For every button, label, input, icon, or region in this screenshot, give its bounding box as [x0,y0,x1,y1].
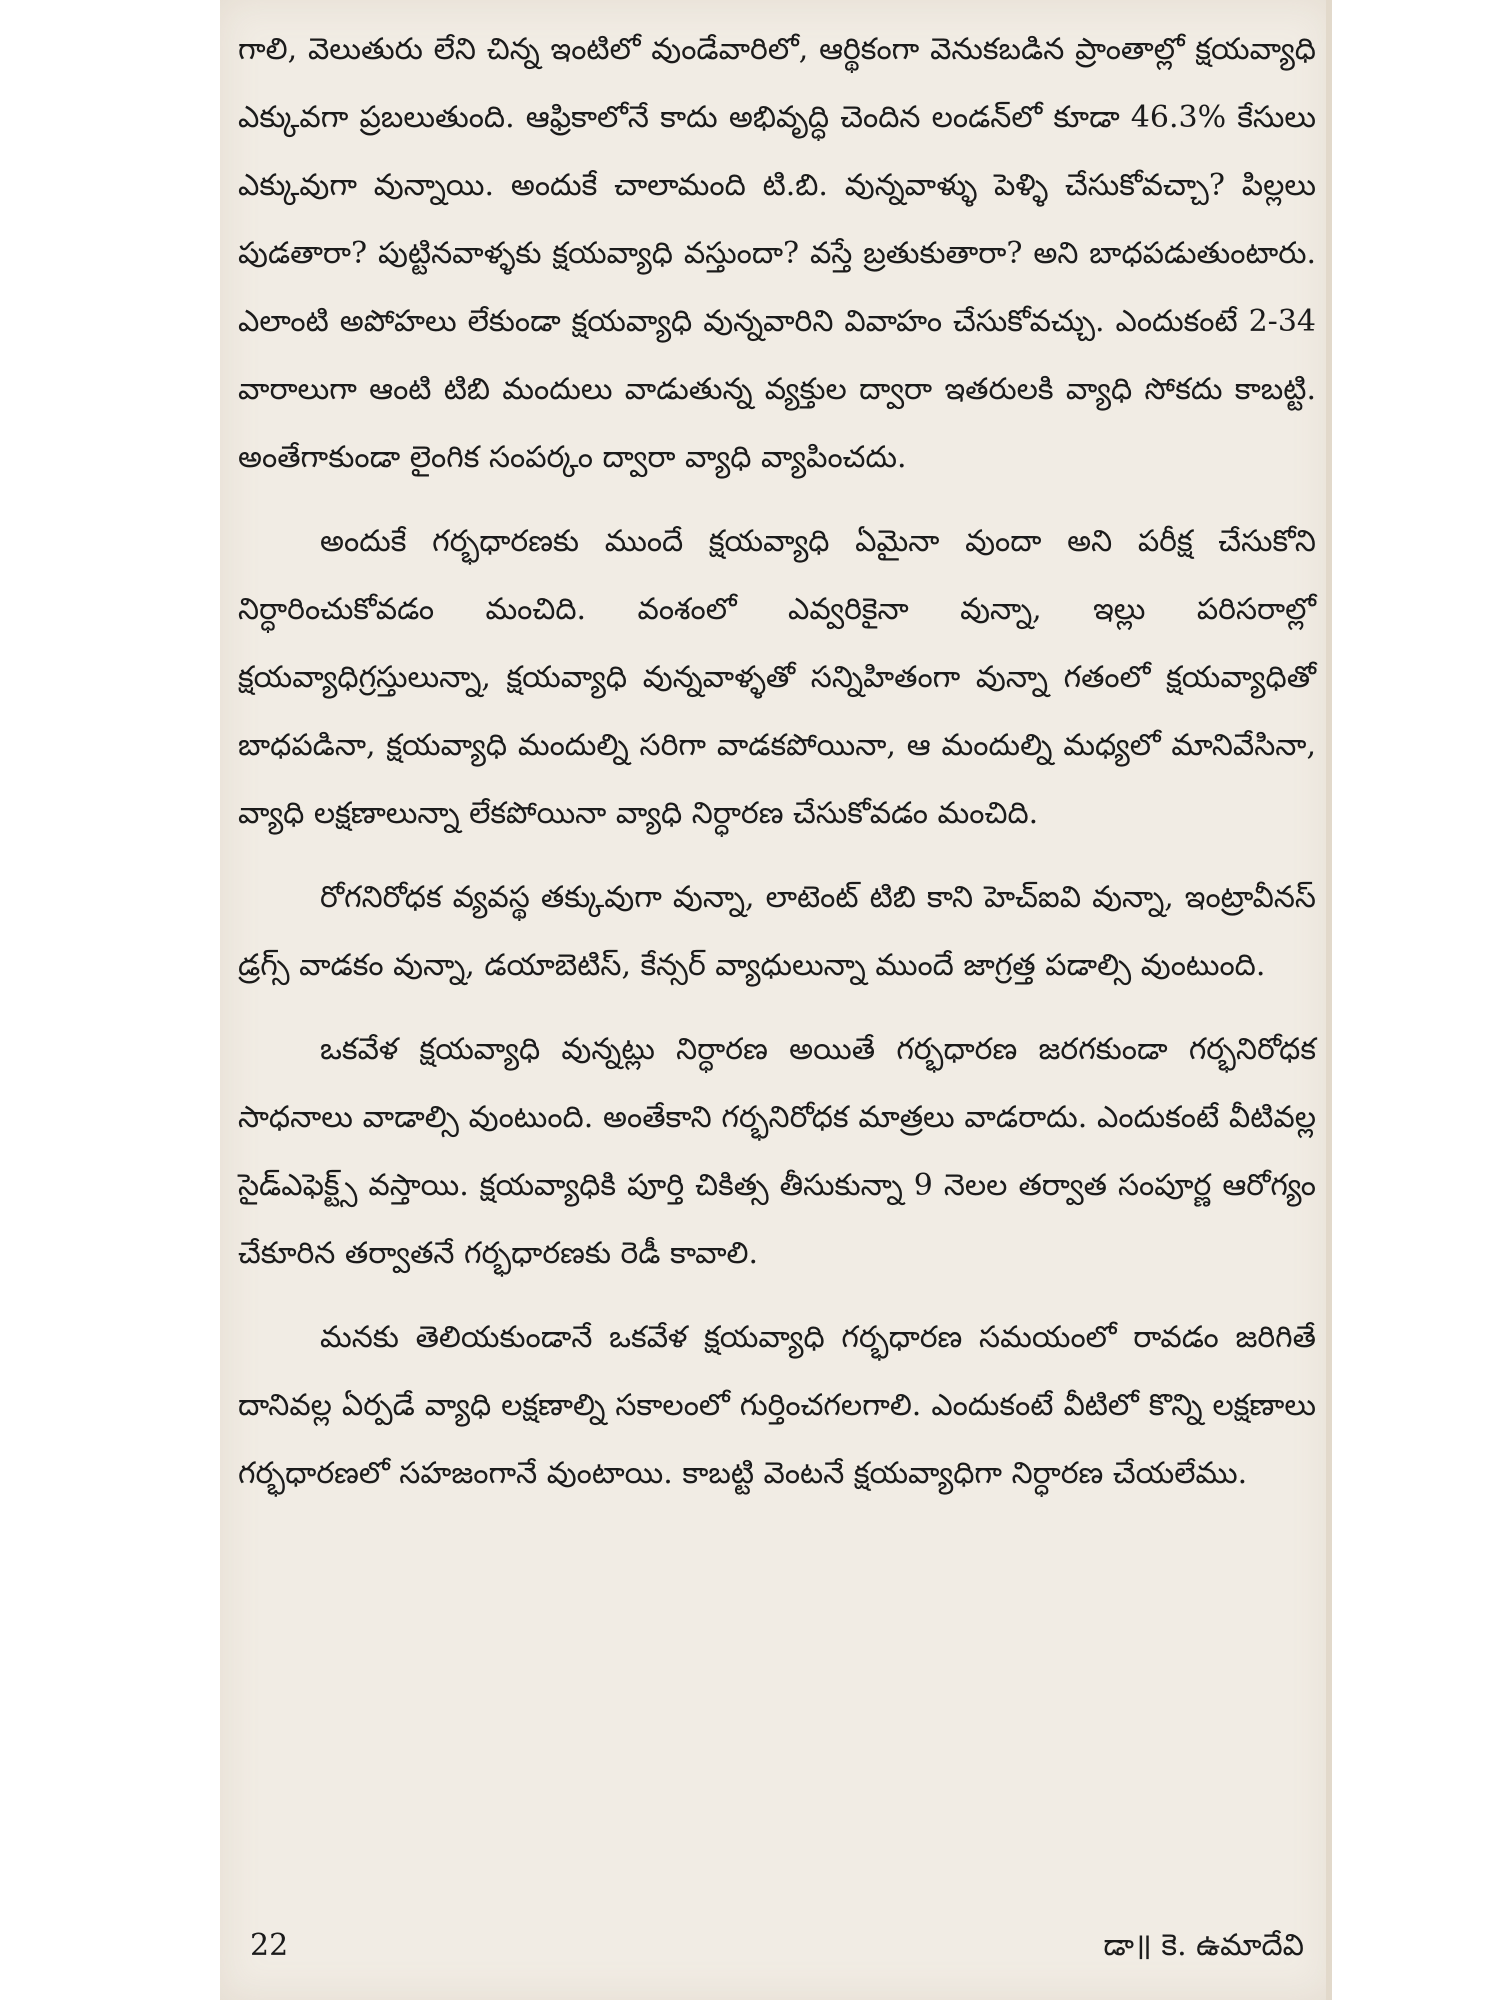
page-footer [238,1928,1316,1968]
author-name: డా॥ కె. ఉమాదేవి [1103,1928,1304,1963]
paragraph-contraception: ఒకవేళ క్షయవ్యాధి వున్నట్లు నిర్ధారణ అయితే గర్భధారణ జరగకుండా గర్భనిరోధక సాధనాలు వాడాల్సి వుంటుంది. అంతేకాని గర్భనిరోధక మాత్రలు వాడరాదు. ఎందుకంటే వీటివల్ల సైడ్ఎఫెక్ట్స్ వస్తాయి. క్షయవ్యాధికి పూర్తి చికిత్స తీసుకున్నా 9 నెలల తర్వాత సంపూర్ణ ఆరోగ్యం చేకూరిన తర్వాతనే గర్భధారణకు రెడీ కావాలి. [238,1032,1316,1271]
page-body-text [238,16,1316,1524]
paragraph-tb-risk-marriage: గాలి, వెలుతురు లేని చిన్న ఇంటిలో వుండేవారిలో, ఆర్థికంగా వెనుకబడిన ప్రాంతాల్లో క్షయవ్యాధి ఎక్కువగా ప్రబలుతుంది. ఆఫ్రికాలోనే కాదు అభివృద్ధి చెందిన లండన్‌లో కూడా 46.3% కేసులు ఎక్కువుగా వున్నాయి. అందుకే చాలామంది టి.బి. వున్నవాళ్ళు పెళ్ళి చేసుకోవచ్చా? పిల్లలు పుడతారా? పుట్టినవాళ్ళకు క్షయవ్యాధి వస్తుందా? వస్తే బ్రతుకుతారా? అని బాధపడుతుంటారు. ఎలాంటి అపోహలు లేకుండా క్షయవ్యాధి వున్నవారిని వివాహం చేసుకోవచ్చు. ఎందుకంటే 2-34 వారాలుగా ఆంటి టిబి మందులు వాడుతున్న వ్యక్తుల ద్వారా ఇతరులకి వ్యాధి సోకదు కాబట్టి. అంతేగాకుండా లైంగిక సంపర్కం ద్వారా వ్యాధి వ్యాపించదు. [238,32,1316,475]
paragraph-tb-during-pregnancy: మనకు తెలియకుండానే ఒకవేళ క్షయవ్యాధి గర్భధారణ సమయంలో రావడం జరిగితే దానివల్ల ఏర్పడే వ్యాధి లక్షణాల్ని సకాలంలో గుర్తించగలగాలి. ఎందుకంటే వీటిలో కొన్ని లక్షణాలు గర్భధారణలో సహజంగానే వుంటాయి. కాబట్టి వెంటనే క్షయవ్యాధిగా నిర్ధారణ చేయలేము. [238,1320,1316,1491]
page-number: 22 [250,1928,289,1963]
paragraph-pre-pregnancy-testing: అందుకే గర్భధారణకు ముందే క్షయవ్యాధి ఏమైనా వుందా అని పరీక్ష చేసుకోని నిర్ధారించుకోవడం మంచిది. వంశంలో ఎవ్వరికైనా వున్నా, ఇల్లు పరిసరాల్లో క్షయవ్యాధిగ్రస్తులున్నా, క్షయవ్యాధి వున్నవాళ్ళతో సన్నిహితంగా వున్నా గతంలో క్షయవ్యాధితో బాధపడినా, క్షయవ్యాధి మందుల్ని సరిగా వాడకపోయినా, ఆ మందుల్ని మధ్యలో మానివేసినా, వ్యాధి లక్షణాలున్నా లేకపోయినా వ్యాధి నిర్ధారణ చేసుకోవడం మంచిది. [238,524,1316,831]
paragraph-risk-groups: రోగనిరోధక వ్యవస్థ తక్కువుగా వున్నా, లాటెంట్ టిబి కాని హెచ్ఐవి వున్నా, ఇంట్రావీనస్ డ్రగ్స్ వాడకం వున్నా, డయాబెటిస్, కేన్సర్ వ్యాధులున్నా ముందే జాగ్రత్త పడాల్సి వుంటుంది. [238,880,1316,983]
book-page [220,0,1332,2000]
page-spine-edge [1326,0,1332,2000]
